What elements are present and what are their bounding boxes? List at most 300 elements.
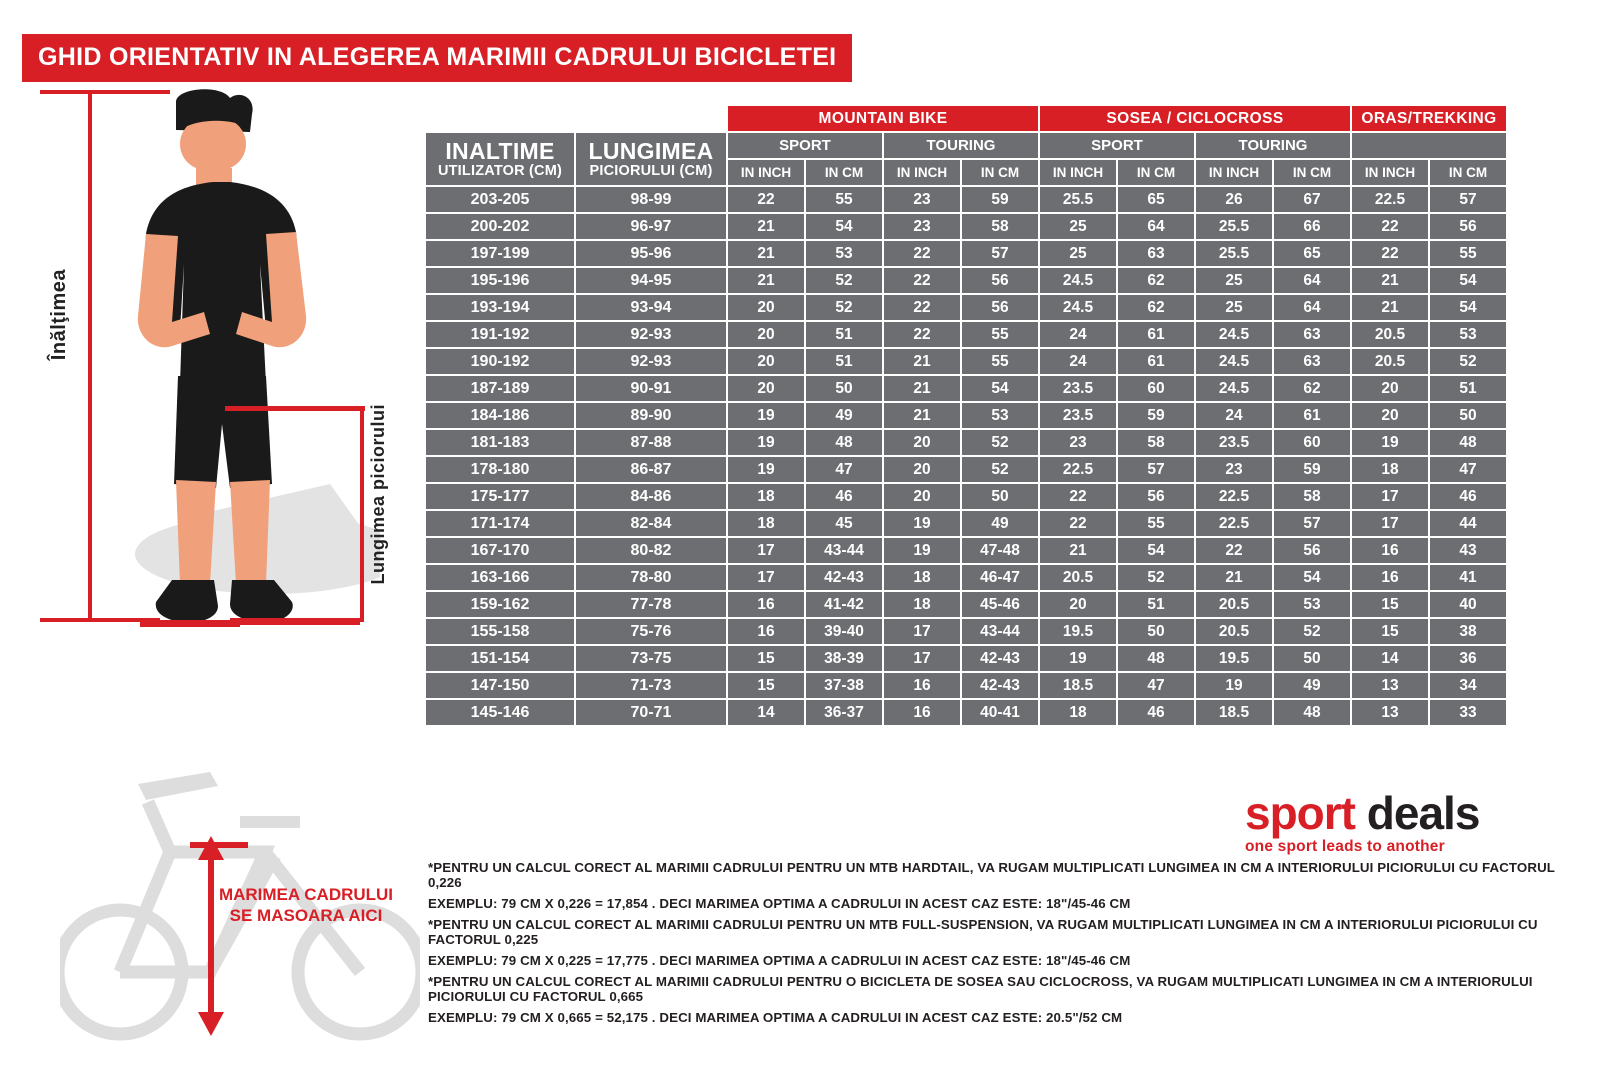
- cell-frame-size: 58: [961, 213, 1039, 240]
- footnote-4: EXEMPLU: 79 CM X 0,225 = 17,775 . DECI MARIMEA OPTIMA A CADRULUI IN ACEST CAZ ESTE: 18"/45-46 CM: [428, 953, 1131, 968]
- cell-frame-size: 51: [805, 348, 883, 375]
- cell-frame-size: 19: [883, 537, 961, 564]
- cell-frame-size: 42-43: [961, 672, 1039, 699]
- footnotes: [428, 860, 1568, 1031]
- cell-frame-size: 16: [883, 699, 961, 726]
- cell-frame-size: 24.5: [1039, 267, 1117, 294]
- cell-frame-size: 20.5: [1195, 591, 1273, 618]
- cell-height: 184-186: [425, 402, 575, 429]
- cell-frame-size: 56: [1273, 537, 1351, 564]
- cell-frame-size: 25.5: [1195, 240, 1273, 267]
- cell-frame-size: 51: [805, 321, 883, 348]
- cell-height: 200-202: [425, 213, 575, 240]
- table-row: [425, 564, 1507, 591]
- cell-frame-size: 18: [727, 510, 805, 537]
- table-row: [425, 645, 1507, 672]
- cell-frame-size: 22.5: [1351, 186, 1429, 213]
- cell-frame-size: 63: [1273, 321, 1351, 348]
- cell-frame-size: 25.5: [1195, 213, 1273, 240]
- subgroup-road-touring: TOURING: [1195, 132, 1351, 159]
- cell-frame-size: 18.5: [1039, 672, 1117, 699]
- cell-frame-size: 38-39: [805, 645, 883, 672]
- logo-tagline: one sport leads to another: [1245, 838, 1445, 855]
- cell-frame-size: 21: [883, 402, 961, 429]
- unit-road-touring-inch: IN INCH: [1195, 159, 1273, 186]
- logo-words: [1245, 787, 1545, 839]
- footnote-2: EXEMPLU: 79 CM X 0,226 = 17,854 . DECI MARIMEA OPTIMA A CADRULUI IN ACEST CAZ ESTE: 18"/45-46 CM: [428, 896, 1131, 911]
- cell-frame-size: 54: [1117, 537, 1195, 564]
- cell-frame-size: 52: [1429, 348, 1507, 375]
- logo-word-sport: sport: [1245, 787, 1355, 839]
- cell-frame-size: 24: [1039, 321, 1117, 348]
- cell-frame-size: 23: [1039, 429, 1117, 456]
- cell-frame-size: 65: [1117, 186, 1195, 213]
- cell-height: 187-189: [425, 375, 575, 402]
- cell-frame-size: 48: [1117, 645, 1195, 672]
- cell-frame-size: 16: [1351, 537, 1429, 564]
- cell-frame-size: 20.5: [1351, 321, 1429, 348]
- height-dimension-line: [88, 90, 92, 622]
- leg-dimension-line: [360, 406, 364, 622]
- cell-frame-size: 19: [727, 456, 805, 483]
- cell-frame-size: 50: [961, 483, 1039, 510]
- cell-frame-size: 17: [727, 564, 805, 591]
- cell-frame-size: 22: [727, 186, 805, 213]
- cell-frame-size: 64: [1273, 267, 1351, 294]
- leg-label: Lungimea piciorului: [368, 404, 388, 585]
- cell-frame-size: 54: [1429, 294, 1507, 321]
- table-row: [425, 348, 1507, 375]
- table-row: [425, 510, 1507, 537]
- table-row: [425, 186, 1507, 213]
- cell-height: 191-192: [425, 321, 575, 348]
- cell-frame-size: 24.5: [1195, 375, 1273, 402]
- cell-frame-size: 54: [1429, 267, 1507, 294]
- cell-frame-size: 57: [1429, 186, 1507, 213]
- cell-frame-size: 20.5: [1351, 348, 1429, 375]
- cell-frame-size: 22: [1039, 510, 1117, 537]
- cell-frame-size: 42-43: [805, 564, 883, 591]
- cell-frame-size: 19: [727, 429, 805, 456]
- cell-frame-size: 16: [883, 672, 961, 699]
- cell-leg-length: 92-93: [575, 321, 727, 348]
- cell-frame-size: 52: [961, 456, 1039, 483]
- cell-frame-size: 53: [1273, 591, 1351, 618]
- cell-frame-size: 49: [805, 402, 883, 429]
- unit-mtb-sport-cm: IN CM: [805, 159, 883, 186]
- cell-frame-size: 20: [727, 375, 805, 402]
- cell-frame-size: 15: [727, 645, 805, 672]
- cell-frame-size: 55: [961, 321, 1039, 348]
- cell-frame-size: 57: [961, 240, 1039, 267]
- header-leg-sub: PICIORULUI (CM): [589, 163, 713, 180]
- cell-frame-size: 51: [1429, 375, 1507, 402]
- cell-frame-size: 64: [1117, 213, 1195, 240]
- cell-frame-size: 15: [727, 672, 805, 699]
- cell-frame-size: 53: [805, 240, 883, 267]
- table-row: [425, 294, 1507, 321]
- header-leg-column: [575, 132, 727, 186]
- cell-frame-size: 18: [883, 564, 961, 591]
- cell-frame-size: 21: [883, 348, 961, 375]
- cell-frame-size: 15: [1351, 591, 1429, 618]
- cell-frame-size: 26: [1195, 186, 1273, 213]
- cell-leg-length: 75-76: [575, 618, 727, 645]
- person-illustration: [80, 84, 380, 644]
- cell-frame-size: 24: [1039, 348, 1117, 375]
- cell-leg-length: 96-97: [575, 213, 727, 240]
- cell-frame-size: 53: [1429, 321, 1507, 348]
- cell-frame-size: 44: [1429, 510, 1507, 537]
- table-row: [425, 456, 1507, 483]
- cell-frame-size: 23.5: [1039, 402, 1117, 429]
- cell-frame-size: 50: [1117, 618, 1195, 645]
- cell-frame-size: 21: [727, 240, 805, 267]
- cell-frame-size: 24.5: [1039, 294, 1117, 321]
- cell-frame-size: 55: [1117, 510, 1195, 537]
- cell-frame-size: 36-37: [805, 699, 883, 726]
- frame-measure-note: [216, 884, 396, 927]
- illustration-panel: [20, 84, 420, 984]
- cell-frame-size: 17: [883, 618, 961, 645]
- cell-height: 159-162: [425, 591, 575, 618]
- cell-frame-size: 18.5: [1195, 699, 1273, 726]
- cell-frame-size: 22: [1039, 483, 1117, 510]
- cell-frame-size: 67: [1273, 186, 1351, 213]
- cell-frame-size: 20: [883, 456, 961, 483]
- unit-road-sport-cm: IN CM: [1117, 159, 1195, 186]
- cell-frame-size: 40: [1429, 591, 1507, 618]
- header-leg-title: LUNGIMEA: [588, 137, 714, 164]
- cell-frame-size: 20: [1351, 402, 1429, 429]
- subgroup-mtb-sport: SPORT: [727, 132, 883, 159]
- cell-height: 197-199: [425, 240, 575, 267]
- cell-frame-size: 22: [883, 294, 961, 321]
- cell-frame-size: 46: [1117, 699, 1195, 726]
- cell-frame-size: 22: [1195, 537, 1273, 564]
- cell-frame-size: 47: [1117, 672, 1195, 699]
- cell-frame-size: 56: [1429, 213, 1507, 240]
- group-header-road-cyclocross: SOSEA / CICLOCROSS: [1039, 105, 1351, 132]
- cell-frame-size: 13: [1351, 672, 1429, 699]
- cell-frame-size: 34: [1429, 672, 1507, 699]
- cell-frame-size: 61: [1117, 348, 1195, 375]
- sizing-table: [424, 104, 1508, 727]
- cell-leg-length: 90-91: [575, 375, 727, 402]
- cell-frame-size: 22: [1351, 240, 1429, 267]
- cell-frame-size: 21: [1039, 537, 1117, 564]
- cell-height: 175-177: [425, 483, 575, 510]
- cell-frame-size: 36: [1429, 645, 1507, 672]
- cell-frame-size: 66: [1273, 213, 1351, 240]
- cell-frame-size: 14: [1351, 645, 1429, 672]
- cell-frame-size: 20.5: [1039, 564, 1117, 591]
- footnote-5: *PENTRU UN CALCUL CORECT AL MARIMII CADRULUI PENTRU O BICICLETA DE SOSEA SAU CICLOCROSS, VA RUGAM MULTIPLICATI LUNGIMEA IN CM A INTERIORULUI PICIORULUI CU FACTORUL 0,665: [428, 974, 1533, 1004]
- cell-frame-size: 25: [1195, 267, 1273, 294]
- cell-frame-size: 46-47: [961, 564, 1039, 591]
- cell-frame-size: 22.5: [1195, 483, 1273, 510]
- cell-frame-size: 33: [1429, 699, 1507, 726]
- cell-frame-size: 24.5: [1195, 348, 1273, 375]
- cell-height: 193-194: [425, 294, 575, 321]
- cell-height: 195-196: [425, 267, 575, 294]
- cell-frame-size: 53: [961, 402, 1039, 429]
- cell-frame-size: 59: [1117, 402, 1195, 429]
- cell-frame-size: 25: [1039, 240, 1117, 267]
- cell-frame-size: 22: [1351, 213, 1429, 240]
- cell-frame-size: 23.5: [1195, 429, 1273, 456]
- cell-frame-size: 50: [805, 375, 883, 402]
- leg-dimension-top-tick: [225, 406, 365, 411]
- cell-frame-size: 21: [1351, 294, 1429, 321]
- cell-frame-size: 19: [883, 510, 961, 537]
- cell-frame-size: 16: [727, 618, 805, 645]
- cell-frame-size: 17: [883, 645, 961, 672]
- cell-frame-size: 41: [1429, 564, 1507, 591]
- cell-frame-size: 23: [1195, 456, 1273, 483]
- group-header-mountain-bike: MOUNTAIN BIKE: [727, 105, 1039, 132]
- cell-height: 145-146: [425, 699, 575, 726]
- cell-frame-size: 62: [1273, 375, 1351, 402]
- logo-word-deals: deals: [1366, 787, 1480, 839]
- cell-leg-length: 70-71: [575, 699, 727, 726]
- cell-frame-size: 52: [805, 267, 883, 294]
- header-height-sub: UTILIZATOR (CM): [437, 163, 563, 180]
- cell-frame-size: 64: [1273, 294, 1351, 321]
- cell-frame-size: 60: [1117, 375, 1195, 402]
- cell-leg-length: 78-80: [575, 564, 727, 591]
- unit-mtb-touring-inch: IN INCH: [883, 159, 961, 186]
- table-row: [425, 402, 1507, 429]
- cell-frame-size: 20: [727, 321, 805, 348]
- cell-frame-size: 20.5: [1195, 618, 1273, 645]
- cell-frame-size: 59: [961, 186, 1039, 213]
- cell-frame-size: 49: [961, 510, 1039, 537]
- cell-frame-size: 16: [727, 591, 805, 618]
- cell-frame-size: 46: [805, 483, 883, 510]
- cell-frame-size: 21: [1195, 564, 1273, 591]
- cell-leg-length: 94-95: [575, 267, 727, 294]
- cell-frame-size: 56: [1117, 483, 1195, 510]
- header-spacer-left2: [575, 105, 727, 132]
- cell-frame-size: 19: [1039, 645, 1117, 672]
- cell-leg-length: 89-90: [575, 402, 727, 429]
- cell-frame-size: 63: [1273, 348, 1351, 375]
- cell-frame-size: 23: [883, 186, 961, 213]
- cell-frame-size: 47: [1429, 456, 1507, 483]
- cell-height: 155-158: [425, 618, 575, 645]
- cell-frame-size: 22.5: [1195, 510, 1273, 537]
- cell-frame-size: 49: [1273, 672, 1351, 699]
- table-header-groups: [425, 105, 1507, 132]
- cell-frame-size: 65: [1273, 240, 1351, 267]
- header-spacer-left: [425, 105, 575, 132]
- cell-leg-length: 82-84: [575, 510, 727, 537]
- cell-height: 181-183: [425, 429, 575, 456]
- cell-frame-size: 23: [883, 213, 961, 240]
- cell-frame-size: 20: [1039, 591, 1117, 618]
- cell-frame-size: 42-43: [961, 645, 1039, 672]
- subgroup-city-blank: [1351, 132, 1507, 159]
- subgroup-mtb-touring: TOURING: [883, 132, 1039, 159]
- cell-frame-size: 60: [1273, 429, 1351, 456]
- cell-frame-size: 20: [883, 429, 961, 456]
- table-row: [425, 213, 1507, 240]
- cell-frame-size: 22: [883, 321, 961, 348]
- cell-frame-size: 54: [1273, 564, 1351, 591]
- cell-frame-size: 57: [1117, 456, 1195, 483]
- page-title: GHID ORIENTATIV IN ALEGEREA MARIMII CADRULUI BICICLETEI: [22, 34, 852, 82]
- cell-frame-size: 43: [1429, 537, 1507, 564]
- cell-height: 190-192: [425, 348, 575, 375]
- cell-frame-size: 17: [727, 537, 805, 564]
- cell-frame-size: 62: [1117, 267, 1195, 294]
- cell-frame-size: 18: [1351, 456, 1429, 483]
- cell-frame-size: 18: [727, 483, 805, 510]
- cell-frame-size: 47: [805, 456, 883, 483]
- frame-measure-note-line1: MARIMEA CADRULUI: [218, 885, 394, 904]
- cell-leg-length: 80-82: [575, 537, 727, 564]
- cell-frame-size: 45: [805, 510, 883, 537]
- cell-frame-size: 25.5: [1039, 186, 1117, 213]
- cell-frame-size: 15: [1351, 618, 1429, 645]
- cell-height: 163-166: [425, 564, 575, 591]
- unit-road-touring-cm: IN CM: [1273, 159, 1351, 186]
- height-label: Înălţimea: [48, 269, 70, 361]
- cell-frame-size: 20: [727, 348, 805, 375]
- cell-frame-size: 56: [961, 294, 1039, 321]
- cell-frame-size: 55: [1429, 240, 1507, 267]
- cell-frame-size: 48: [1429, 429, 1507, 456]
- cell-frame-size: 57: [1273, 510, 1351, 537]
- cell-leg-length: 86-87: [575, 456, 727, 483]
- cell-frame-size: 61: [1273, 402, 1351, 429]
- cell-frame-size: 58: [1117, 429, 1195, 456]
- cell-frame-size: 38: [1429, 618, 1507, 645]
- cell-height: 147-150: [425, 672, 575, 699]
- cell-frame-size: 20: [883, 483, 961, 510]
- height-dimension-bottom-tick: [40, 618, 160, 622]
- cell-frame-size: 17: [1351, 483, 1429, 510]
- cell-frame-size: 19: [1195, 672, 1273, 699]
- cell-frame-size: 20: [727, 294, 805, 321]
- unit-city-inch: IN INCH: [1351, 159, 1429, 186]
- cell-frame-size: 37-38: [805, 672, 883, 699]
- table-row: [425, 537, 1507, 564]
- table-row: [425, 618, 1507, 645]
- cell-height: 167-170: [425, 537, 575, 564]
- cell-height: 151-154: [425, 645, 575, 672]
- cell-frame-size: 22.5: [1039, 456, 1117, 483]
- cell-frame-size: 16: [1351, 564, 1429, 591]
- cell-frame-size: 18: [883, 591, 961, 618]
- cell-leg-length: 87-88: [575, 429, 727, 456]
- cell-frame-size: 17: [1351, 510, 1429, 537]
- cell-frame-size: 19.5: [1039, 618, 1117, 645]
- table-row: [425, 483, 1507, 510]
- cell-frame-size: 41-42: [805, 591, 883, 618]
- frame-measure-note-line2: SE MASOARA AICI: [229, 906, 383, 926]
- cell-frame-size: 21: [727, 267, 805, 294]
- cell-leg-length: 77-78: [575, 591, 727, 618]
- group-header-city-trekking: ORAS/TREKKING: [1351, 105, 1507, 132]
- cell-frame-size: 19: [1351, 429, 1429, 456]
- cell-leg-length: 73-75: [575, 645, 727, 672]
- footnote-1: *PENTRU UN CALCUL CORECT AL MARIMII CADRULUI PENTRU UN MTB HARDTAIL, VA RUGAM MULTIPLICATI LUNGIMEA IN CM A INTERIORULUI PICIORULUI CU FACTORUL 0,226: [428, 860, 1555, 890]
- cell-leg-length: 98-99: [575, 186, 727, 213]
- cell-frame-size: 54: [961, 375, 1039, 402]
- cell-frame-size: 52: [961, 429, 1039, 456]
- header-height-title: INALTIME: [445, 137, 555, 164]
- table-row: [425, 267, 1507, 294]
- cell-leg-length: 95-96: [575, 240, 727, 267]
- cell-frame-size: 24: [1195, 402, 1273, 429]
- cell-frame-size: 55: [805, 186, 883, 213]
- cell-height: 171-174: [425, 510, 575, 537]
- cell-frame-size: 20: [1351, 375, 1429, 402]
- unit-road-sport-inch: IN INCH: [1039, 159, 1117, 186]
- cell-frame-size: 24.5: [1195, 321, 1273, 348]
- cell-frame-size: 52: [805, 294, 883, 321]
- cell-frame-size: 39-40: [805, 618, 883, 645]
- table-header-subgroups: [425, 132, 1507, 159]
- cell-frame-size: 22: [883, 240, 961, 267]
- frame-measure-arrow: [190, 836, 248, 1036]
- cell-frame-size: 48: [805, 429, 883, 456]
- cell-frame-size: 56: [961, 267, 1039, 294]
- cell-frame-size: 52: [1273, 618, 1351, 645]
- cell-frame-size: 54: [805, 213, 883, 240]
- cell-frame-size: 40-41: [961, 699, 1039, 726]
- unit-mtb-touring-cm: IN CM: [961, 159, 1039, 186]
- table-row: [425, 375, 1507, 402]
- table-row: [425, 240, 1507, 267]
- cell-frame-size: 13: [1351, 699, 1429, 726]
- cell-frame-size: 63: [1117, 240, 1195, 267]
- subgroup-road-sport: SPORT: [1039, 132, 1195, 159]
- footnote-3: *PENTRU UN CALCUL CORECT AL MARIMII CADRULUI PENTRU UN MTB FULL-SUSPENSION, VA RUGAM MULTIPLICATI LUNGIMEA IN CM A INTERIORULUI PICIORULUI CU FACTORUL 0,225: [428, 917, 1538, 947]
- cell-height: 203-205: [425, 186, 575, 213]
- cell-frame-size: 21: [1351, 267, 1429, 294]
- brand-logo: [1245, 787, 1545, 856]
- cell-frame-size: 23.5: [1039, 375, 1117, 402]
- cell-frame-size: 25: [1039, 213, 1117, 240]
- cell-frame-size: 43-44: [961, 618, 1039, 645]
- cell-height: 178-180: [425, 456, 575, 483]
- cell-frame-size: 22: [883, 267, 961, 294]
- cell-frame-size: 43-44: [805, 537, 883, 564]
- cell-frame-size: 45-46: [961, 591, 1039, 618]
- table-row: [425, 429, 1507, 456]
- cell-frame-size: 51: [1117, 591, 1195, 618]
- cell-frame-size: 59: [1273, 456, 1351, 483]
- footnote-6: EXEMPLU: 79 CM X 0,665 = 52,175 . DECI MARIMEA OPTIMA A CADRULUI IN ACEST CAZ ESTE: 20.5"/52 CM: [428, 1010, 1123, 1025]
- cell-leg-length: 71-73: [575, 672, 727, 699]
- cell-frame-size: 14: [727, 699, 805, 726]
- table-row: [425, 591, 1507, 618]
- cell-frame-size: 19: [727, 402, 805, 429]
- cell-frame-size: 61: [1117, 321, 1195, 348]
- cell-frame-size: 21: [883, 375, 961, 402]
- cell-frame-size: 46: [1429, 483, 1507, 510]
- table-row: [425, 699, 1507, 726]
- cell-frame-size: 18: [1039, 699, 1117, 726]
- sizing-table-wrapper: [424, 104, 1508, 727]
- cell-leg-length: 92-93: [575, 348, 727, 375]
- header-height-column: [425, 132, 575, 186]
- cell-frame-size: 48: [1273, 699, 1351, 726]
- cell-leg-length: 84-86: [575, 483, 727, 510]
